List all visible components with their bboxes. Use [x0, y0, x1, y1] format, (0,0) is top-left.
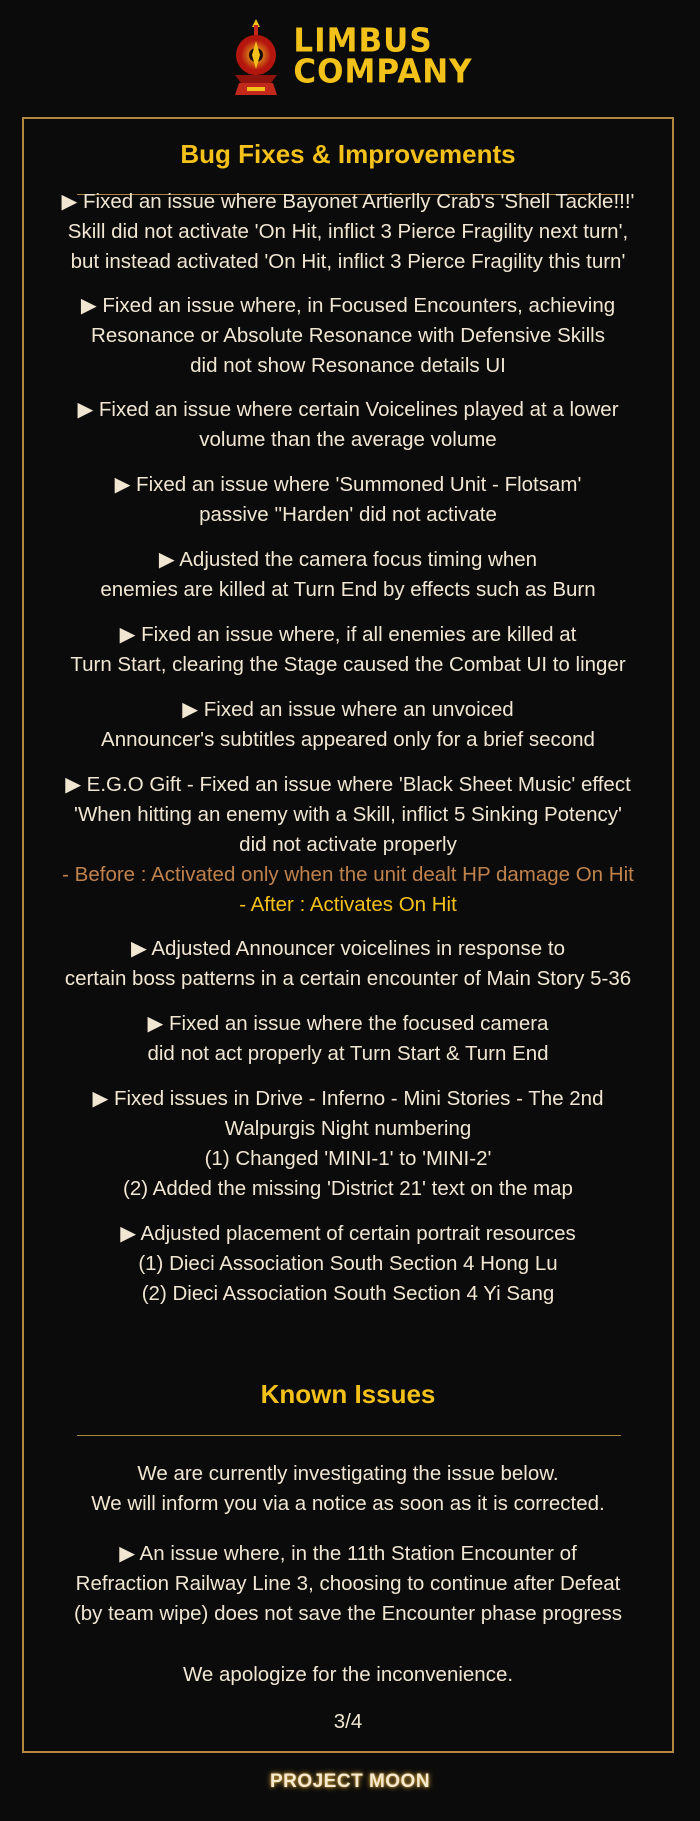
logo-line-2: COMPANY: [293, 53, 473, 91]
bug-fix-line: did not show Resonance details UI: [190, 354, 506, 377]
bug-fix-line: Walpurgis Night numbering: [224, 1117, 472, 1140]
bug-fix-item: [24, 770, 672, 920]
bug-fix-line: ▶ Fixed an issue where certain Voicelines played at a lower: [77, 398, 619, 421]
bug-fix-item: [24, 620, 672, 680]
bug-fix-line: ▶ Adjusted the camera focus timing when: [158, 548, 538, 571]
bug-fix-line: did not act properly at Turn Start & Turn End: [147, 1042, 549, 1065]
project-moon-footer: PROJECT MOON: [269, 1771, 431, 1792]
known-issue-item: [24, 1539, 672, 1629]
bug-fix-item: [24, 395, 672, 455]
bug-fixes-title: Bug Fixes & Improvements: [180, 139, 516, 169]
bug-fix-item: [24, 1009, 672, 1069]
bug-fix-line: ▶ Fixed an issue where an unvoiced: [182, 698, 514, 721]
bug-fix-line: ▶ Adjusted Announcer voicelines in response to: [130, 937, 565, 960]
bug-fix-line: Skill did not activate 'On Hit, inflict 3 Pierce Fragility next turn',: [67, 220, 629, 243]
bug-fix-line: volume than the average volume: [199, 428, 497, 451]
bug-fix-item: [24, 291, 672, 381]
bug-fix-line: Announcer's subtitles appeared only for a brief second: [101, 728, 595, 751]
bug-fix-line: ▶ Adjusted placement of certain portrait resources: [120, 1222, 576, 1245]
intro-line: We will inform you via a notice as soon as it is corrected.: [91, 1492, 605, 1515]
bug-fix-line: (1) Dieci Association South Section 4 Hong Lu: [138, 1252, 558, 1275]
bug-fix-item: [24, 934, 672, 994]
bug-fix-item: [24, 695, 672, 755]
bug-fix-line: ▶ Fixed an issue where Bayonet Artierlly Crab's 'Shell Tackle!!!': [61, 190, 635, 213]
bug-fix-item: [24, 1084, 672, 1204]
bug-fix-item: [24, 1219, 672, 1309]
bug-fix-line: ▶ Fixed an issue where, if all enemies are killed at: [119, 623, 577, 646]
ego-after-note: - After : Activates On Hit: [239, 893, 457, 916]
bug-fix-line: enemies are killed at Turn End by effects such as Burn: [100, 578, 596, 601]
bug-fix-line: Turn Start, clearing the Stage caused the Combat UI to linger: [70, 653, 626, 676]
bug-fix-line: (2) Added the missing 'District 21' text on the map: [123, 1177, 573, 1200]
bug-fix-line: ▶ Fixed an issue where 'Summoned Unit - Flotsam': [114, 473, 582, 496]
limbus-company-logo: [0, 16, 700, 98]
ego-before-note: - Before : Activated only when the unit dealt HP damage On Hit: [62, 863, 634, 886]
known-issues-divider: [77, 1435, 621, 1436]
known-issues-title: Known Issues: [260, 1379, 436, 1409]
bug-fix-line: but instead activated 'On Hit, inflict 3 Pierce Fragility this turn': [70, 250, 626, 273]
bug-fix-line: 'When hitting an enemy with a Skill, inflict 5 Sinking Potency': [74, 803, 622, 826]
apology-text: We apologize for the inconvenience.: [182, 1663, 514, 1686]
bug-fix-line: ▶ Fixed an issue where the focused camera: [147, 1012, 549, 1035]
patch-notes-panel: [22, 117, 674, 1753]
bug-fix-line: certain boss patterns in a certain encounter of Main Story 5-36: [64, 967, 632, 990]
bug-fix-line: Resonance or Absolute Resonance with Defensive Skills: [91, 324, 605, 347]
bug-fix-line: (2) Dieci Association South Section 4 Yi Sang: [141, 1282, 555, 1305]
bug-fix-line: ▶ Fixed issues in Drive - Inferno - Mini Stories - The 2nd: [92, 1087, 604, 1110]
bug-fix-line: (1) Changed 'MINI-1' to 'MINI-2': [204, 1147, 492, 1170]
bug-fix-line: passive ''Harden' did not activate: [199, 503, 497, 526]
known-issue-line: ▶ An issue where, in the 11th Station Encounter of: [119, 1542, 577, 1565]
known-issue-line: (by team wipe) does not save the Encounter phase progress: [73, 1602, 623, 1625]
bug-fix-line: ▶ E.G.O Gift - Fixed an issue where 'Black Sheet Music' effect: [65, 773, 631, 796]
bug-fix-item: [24, 470, 672, 530]
known-issue-line: Refraction Railway Line 3, choosing to continue after Defeat: [75, 1572, 621, 1595]
logo-wordmark: [293, 22, 473, 91]
bug-fix-line: ▶ Fixed an issue where, in Focused Encounters, achieving: [80, 294, 616, 317]
bug-fix-line: did not activate properly: [239, 833, 457, 856]
emblem-icon: [227, 17, 285, 97]
logo-line-1: LIMBUS: [293, 22, 433, 60]
known-issues-intro: [24, 1459, 672, 1519]
intro-line: We are currently investigating the issue below.: [137, 1462, 559, 1485]
bug-fix-item: [24, 187, 672, 277]
page-indicator: 3/4: [333, 1710, 363, 1733]
bug-fix-item: [24, 545, 672, 605]
